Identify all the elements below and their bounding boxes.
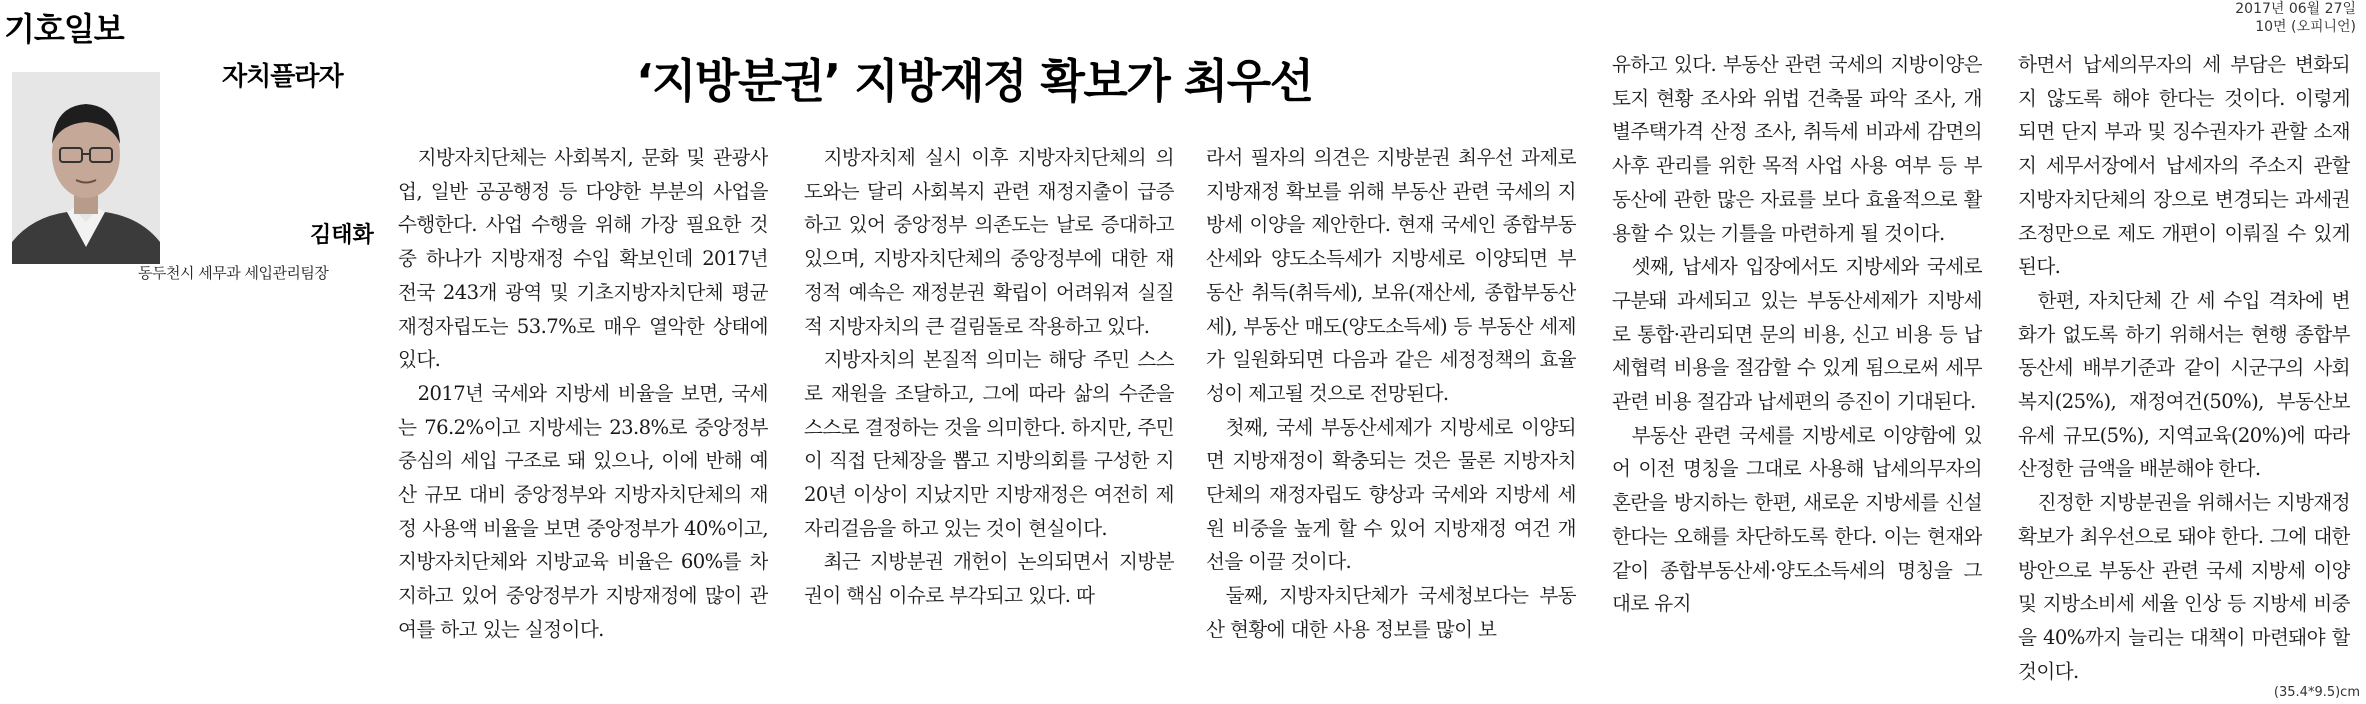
paragraph: 라서 필자의 의견은 지방분권 최우선 과제로 지방재정 확보를 위해 부동산 관련 국세의 지방세 이양을 제안한다. 현재 국세인 종합부동산세와 양도소득세가 지방세로 이양되면 부동산 취득(취득세), 보유(재산세, 종합부동산세), 부동산 매도(양도소득세) 등 부동산 세제가 일원화되면 다음과 같은 세정정책의 효율성이 제고될 것으로 전망된다.	[1206, 146, 1576, 405]
paragraph: 첫째, 국세 부동산세제가 지방세로 이양되면 지방재정이 확충되는 것은 물론 지방자치단체의 재정자립도 향상과 국세와 지방세 세원 비중을 높게 할 수 있어 지방재정 여건 개선을 이끌 것이다.	[1206, 415, 1576, 574]
paragraph: 둘째, 지방자치단체가 국세청보다는 부동산 현황에 대한 사용 정보를 많이 보	[1206, 584, 1576, 641]
clipping-size-note: (35.4*9.5)cm	[2273, 685, 2360, 700]
publication-date: 2017년 06월 27일	[2235, 1, 2356, 17]
paragraph: 부동산 관련 국세를 지방세로 이양함에 있어 이전 명칭을 그대로 사용해 납세의무자의 혼란을 방지하는 한편, 새로운 지방세를 신설한다는 오해를 차단하도록 한다. 이는 현재와 같이 종합부동산세·양도소득세의 명칭을 그대로 유지	[1612, 423, 1982, 616]
author-name: 김태화	[310, 223, 374, 248]
paragraph: 최근 지방분권 개헌이 논의되면서 지방분권이 핵심 이슈로 부각되고 있다. 따	[804, 550, 1174, 608]
article-headline: ‘지방분권’ 지방재정 확보가 최우선	[636, 54, 1313, 108]
paragraph: 유하고 있다. 부동산 관련 국세의 지방이양은 토지 현황 조사와 위법 건축물 파악 조사, 개별주택가격 산정 조사, 취득세 비과세 감면의 사후 관리를 위한 목적 사업 사용 여부 등 부동산에 관한 많은 자료를 보다 효율적으로 활용할 수 있는 기틀을 마련하게 될 것이다.	[1612, 53, 1982, 245]
page-section-label: 10면 (오피니언)	[2255, 19, 2356, 35]
paragraph: 지방자치제 실시 이후 지방자치단체의 의도와는 달리 사회복지 관련 재정지출이 급증하고 있어 중앙정부 의존도는 날로 증대하고 있으며, 지방자치단체의 중앙정부에 대한 재정적 예속은 재정분권 확립이 어려워져 실질적 지방자치의 큰 걸림돌로 작용하고 있다.	[804, 146, 1174, 338]
article-column-5	[2018, 48, 2350, 691]
article-column-1	[398, 141, 768, 691]
author-portrait-icon	[12, 72, 160, 264]
paragraph: 셋째, 납세자 입장에서도 지방세와 국세로 구분돼 과세되고 있는 부동산세제가 지방세로 통합·관리되면 문의 비용, 신고 비용 등 납세협력 비용을 절감할 수 있게 됨으로써 세무 관련 비용 절감과 납세편의 증진이 기대된다.	[1612, 255, 1982, 414]
article-column-4	[1612, 48, 1982, 691]
publication-info	[2235, 0, 2356, 36]
author-title: 동두천시 세무과 세입관리팀장	[138, 264, 329, 282]
paragraph: 한편, 자치단체 간 세 수입 격차에 변화가 없도록 하기 위해서는 현행 종합부동산세 배부기준과 같이 시군구의 사회복지(25%), 재정여건(50%), 부동산보유세 규모(5%), 지역교육(20%)에 따라 산정한 금액을 배분해야 한다.	[2018, 288, 2350, 481]
paragraph: 하면서 납세의무자의 세 부담은 변화되지 않도록 해야 한다는 것이다. 이렇게 되면 단지 부과 및 징수권자가 관할 소재지 세무서장에서 납세자의 주소지 관할 지방자치단체의 장으로 변경되는 과세권 조정만으로 제도 개편이 이뤄질 수 있게 된다.	[2018, 53, 2350, 279]
paragraph: 지방자치단체는 사회복지, 문화 및 관광사업, 일반 공공행정 등 다양한 부분의 사업을 수행한다. 사업 수행을 위해 가장 필요한 것 중 하나가 지방재정 수입 확보인데 2017년 전국 243개 광역 및 기초지방자치단체 평균 재정자립도는 53.7%로 매우 열악한 상태에 있다.	[398, 146, 768, 372]
article-column-3	[1206, 141, 1576, 691]
newspaper-logo: 기호일보	[4, 10, 124, 48]
author-photo	[12, 72, 160, 264]
article-column-2	[804, 141, 1174, 691]
column-section-title: 자치플라자	[222, 62, 343, 92]
paragraph: 2017년 국세와 지방세 비율을 보면, 국세는 76.2%이고 지방세는 23.8%로 중앙정부 중심의 세입 구조로 돼 있으나, 이에 반해 예산 규모 대비 중앙정부와 지방자치단체의 재정 사용액 비율을 보면 중앙정부가 40%이고, 지방자치단체와 지방교육 비율은 60%를 차지하고 있어 중앙정부가 지방재정에 많이 관여를 하고 있는 실정이다.	[398, 381, 768, 641]
paragraph: 지방자치의 본질적 의미는 해당 주민 스스로 재원을 조달하고, 그에 따라 삶의 수준을 스스로 결정하는 것을 의미한다. 하지만, 주민이 직접 단체장을 뽑고 지방의회를 구성한 지 20년 이상이 지났지만 지방재정은 여전히 제자리걸음을 하고 있는 것이 현실이다.	[804, 348, 1174, 540]
paragraph: 진정한 지방분권을 위해서는 지방재정 확보가 최우선으로 돼야 한다. 그에 대한 방안으로 부동산 관련 국세 지방세 이양 및 지방소비세 세율 인상 등 지방세 비중을 40%까지 늘리는 대책이 마련돼야 할 것이다.	[2018, 491, 2350, 683]
